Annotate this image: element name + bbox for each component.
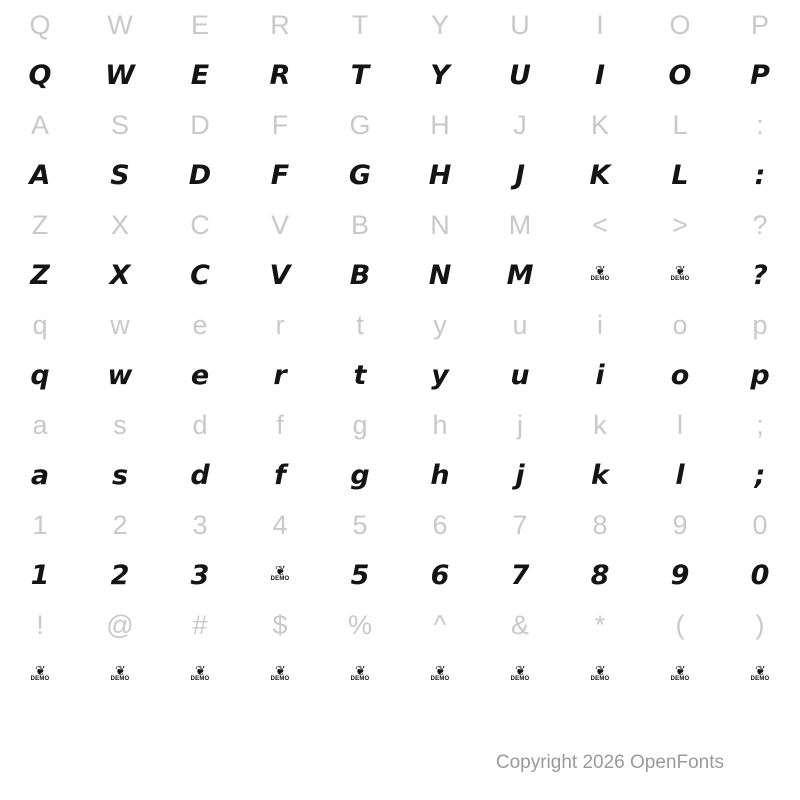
glyph-cell: s xyxy=(113,409,127,440)
glyph-cell: y xyxy=(431,359,449,391)
demo-locked-glyph xyxy=(80,650,160,700)
glyph-cell: O xyxy=(668,59,692,91)
glyph-cell: d xyxy=(192,409,208,440)
glyph-cell: h xyxy=(432,409,448,440)
glyph-cell: j xyxy=(517,409,523,440)
glyph-cell: 9 xyxy=(670,559,690,591)
glyph-cell: ; xyxy=(754,459,766,491)
demo-locked-glyph xyxy=(320,650,400,700)
sprig-icon: ❦ xyxy=(515,664,525,679)
demo-locked-glyph xyxy=(400,650,480,700)
glyph-cell: j xyxy=(515,459,525,491)
glyph-cell: V xyxy=(270,209,289,240)
glyph-cell: f xyxy=(276,409,284,440)
glyph-cell: 2 xyxy=(112,509,128,540)
glyph-cell: M xyxy=(508,209,532,240)
glyph-cell: B xyxy=(349,259,371,291)
demo-label: DEMO xyxy=(110,676,130,682)
glyph-cell: O xyxy=(669,9,691,40)
demo-locked-glyph xyxy=(640,650,720,700)
sprig-icon: ❦ xyxy=(275,664,285,679)
glyph-cell: 8 xyxy=(592,509,608,540)
glyph-cell: P xyxy=(750,9,769,40)
glyph-cell: l xyxy=(675,459,685,491)
demo-label: DEMO xyxy=(430,676,450,682)
glyph-cell: S xyxy=(110,109,129,140)
glyph-cell: D xyxy=(188,159,212,191)
glyph-cell: S xyxy=(110,159,130,191)
reference-row xyxy=(0,500,800,550)
glyph-cell: W xyxy=(105,59,135,91)
glyph-cell: q xyxy=(30,359,50,391)
demo-locked-glyph xyxy=(240,650,320,700)
glyph-cell: r xyxy=(273,359,287,391)
glyph-cell: Q xyxy=(29,9,51,40)
glyph-cell: 3 xyxy=(192,509,208,540)
glyph-cell: A xyxy=(30,109,49,140)
glyph-cell: B xyxy=(350,209,369,240)
reference-row xyxy=(0,400,800,450)
glyph-cell: 5 xyxy=(352,509,368,540)
glyph-cell: 7 xyxy=(512,509,528,540)
demo-locked-glyph xyxy=(560,250,640,300)
glyph-cell: M xyxy=(506,259,534,291)
reference-row xyxy=(0,0,800,50)
glyph-cell: C xyxy=(190,209,210,240)
demo-locked-glyph xyxy=(240,550,320,600)
demo-label: DEMO xyxy=(510,676,530,682)
glyph-cell: K xyxy=(589,159,611,191)
glyph-cell: J xyxy=(514,159,526,191)
glyph-cell: D xyxy=(190,109,210,140)
glyph-cell: X xyxy=(109,259,131,291)
demo-locked-glyph xyxy=(640,250,720,300)
glyph-cell: k xyxy=(593,409,607,440)
glyph-cell: % xyxy=(347,609,372,640)
sample-row xyxy=(0,550,800,600)
glyph-cell: 5 xyxy=(350,559,370,591)
glyph-cell: L xyxy=(671,159,689,191)
glyph-cell: & xyxy=(510,609,529,640)
demo-locked-glyph xyxy=(480,650,560,700)
glyph-cell: 1 xyxy=(32,509,48,540)
glyph-cell: 4 xyxy=(272,509,288,540)
glyph-cell: u xyxy=(510,359,530,391)
glyph-cell: y xyxy=(433,309,447,340)
demo-label: DEMO xyxy=(190,676,210,682)
glyph-cell: I xyxy=(594,59,606,91)
glyph-cell: o xyxy=(670,359,690,391)
glyph-cell: * xyxy=(594,609,606,640)
glyph-cell: i xyxy=(595,359,605,391)
glyph-cell: < xyxy=(592,209,608,240)
sample-row xyxy=(0,450,800,500)
glyph-cell: p xyxy=(750,359,770,391)
demo-label: DEMO xyxy=(670,276,690,282)
sprig-icon: ❦ xyxy=(675,664,685,679)
glyph-cell: I xyxy=(596,9,604,40)
glyph-cell: J xyxy=(513,109,527,140)
sprig-icon: ❦ xyxy=(275,564,285,579)
sprig-icon: ❦ xyxy=(675,264,685,279)
demo-label: DEMO xyxy=(590,276,610,282)
glyph-cell: t xyxy=(353,359,367,391)
glyph-cell: 6 xyxy=(432,509,448,540)
glyph-cell: d xyxy=(190,459,210,491)
sample-row xyxy=(0,150,800,200)
demo-locked-glyph xyxy=(560,650,640,700)
glyph-cell: 7 xyxy=(510,559,530,591)
glyph-cell: N xyxy=(428,259,452,291)
sample-row xyxy=(0,650,800,700)
glyph-cell: r xyxy=(275,309,285,340)
sample-row xyxy=(0,250,800,300)
glyph-cell: H xyxy=(428,159,452,191)
glyph-cell: Q xyxy=(28,59,52,91)
demo-locked-glyph xyxy=(0,650,80,700)
glyph-cell: t xyxy=(356,309,364,340)
glyph-cell: U xyxy=(510,9,530,40)
copyright-notice: Copyright 2026 OpenFonts xyxy=(495,752,724,773)
glyph-cell: a xyxy=(30,459,50,491)
demo-label: DEMO xyxy=(30,676,50,682)
glyph-cell: ) xyxy=(755,609,765,640)
sprig-icon: ❦ xyxy=(35,664,45,679)
glyph-cell: Y xyxy=(430,9,449,40)
glyph-cell: p xyxy=(752,309,768,340)
glyph-cell: T xyxy=(351,9,369,40)
sprig-icon: ❦ xyxy=(595,264,605,279)
sprig-icon: ❦ xyxy=(195,664,205,679)
glyph-cell: L xyxy=(672,109,688,140)
sample-row xyxy=(0,50,800,100)
glyph-cell: q xyxy=(32,309,48,340)
glyph-cell: s xyxy=(111,459,129,491)
glyph-cell: 9 xyxy=(672,509,688,540)
glyph-cell: 1 xyxy=(30,559,50,591)
glyph-cell: h xyxy=(430,459,450,491)
glyph-cell: ( xyxy=(675,609,685,640)
glyph-cell: 0 xyxy=(750,559,770,591)
demo-label: DEMO xyxy=(270,676,290,682)
glyph-cell: w xyxy=(107,359,133,391)
glyph-cell: 8 xyxy=(590,559,610,591)
glyph-cell: # xyxy=(192,609,208,640)
glyph-cell: 0 xyxy=(752,509,768,540)
glyph-cell: A xyxy=(29,159,51,191)
sprig-icon: ❦ xyxy=(755,664,765,679)
demo-label: DEMO xyxy=(270,576,290,582)
glyph-cell: ! xyxy=(36,609,44,640)
glyph-cell: ^ xyxy=(433,609,447,640)
glyph-cell: 2 xyxy=(110,559,130,591)
glyph-cell: Z xyxy=(30,259,50,291)
glyph-cell: N xyxy=(430,209,450,240)
glyph-cell: Z xyxy=(31,209,49,240)
glyph-cell: H xyxy=(430,109,450,140)
demo-locked-glyph xyxy=(720,650,800,700)
glyph-cell: R xyxy=(270,9,290,40)
glyph-cell: ? xyxy=(752,259,768,291)
glyph-cell: w xyxy=(110,309,130,340)
reference-row xyxy=(0,600,800,650)
glyph-cell: T xyxy=(350,59,370,91)
glyph-cell: a xyxy=(32,409,48,440)
glyph-cell: k xyxy=(591,459,609,491)
glyph-cell: ; xyxy=(756,409,764,440)
glyph-cell: g xyxy=(350,459,370,491)
glyph-cell: $ xyxy=(272,609,288,640)
glyph-cell: g xyxy=(352,409,368,440)
demo-label: DEMO xyxy=(590,676,610,682)
glyph-cell: G xyxy=(349,109,371,140)
reference-row xyxy=(0,100,800,150)
sprig-icon: ❦ xyxy=(435,664,445,679)
glyph-cell: K xyxy=(590,109,609,140)
reference-row xyxy=(0,200,800,250)
glyph-cell: e xyxy=(190,359,210,391)
glyph-cell: F xyxy=(271,109,289,140)
glyph-cell: V xyxy=(269,259,291,291)
glyph-cell: 6 xyxy=(430,559,450,591)
glyph-cell: f xyxy=(274,459,286,491)
glyph-cell: C xyxy=(190,259,210,291)
glyph-cell: o xyxy=(672,309,688,340)
glyph-cell: Y xyxy=(430,59,450,91)
sprig-icon: ❦ xyxy=(115,664,125,679)
demo-label: DEMO xyxy=(670,676,690,682)
glyph-cell: e xyxy=(192,309,208,340)
glyph-cell: i xyxy=(597,309,603,340)
glyph-cell: > xyxy=(672,209,688,240)
glyph-cell: U xyxy=(509,59,531,91)
reference-row xyxy=(0,300,800,350)
glyph-cell: : xyxy=(756,109,764,140)
glyph-cell: ? xyxy=(752,209,768,240)
glyph-cell: E xyxy=(190,9,209,40)
glyph-cell: E xyxy=(190,59,210,91)
glyph-cell: R xyxy=(269,59,291,91)
demo-label: DEMO xyxy=(750,676,770,682)
glyph-cell: W xyxy=(107,9,133,40)
glyph-cell: 3 xyxy=(190,559,210,591)
glyph-cell: @ xyxy=(106,609,134,640)
glyph-cell: G xyxy=(348,159,372,191)
glyph-cell: l xyxy=(677,409,683,440)
glyph-cell: P xyxy=(750,59,770,91)
demo-locked-glyph xyxy=(160,650,240,700)
sprig-icon: ❦ xyxy=(595,664,605,679)
glyph-cell: : xyxy=(754,159,766,191)
sprig-icon: ❦ xyxy=(355,664,365,679)
glyph-cell: X xyxy=(110,209,129,240)
demo-label: DEMO xyxy=(350,676,370,682)
glyph-cell: F xyxy=(270,159,290,191)
sample-row xyxy=(0,350,800,400)
glyph-cell: u xyxy=(512,309,528,340)
